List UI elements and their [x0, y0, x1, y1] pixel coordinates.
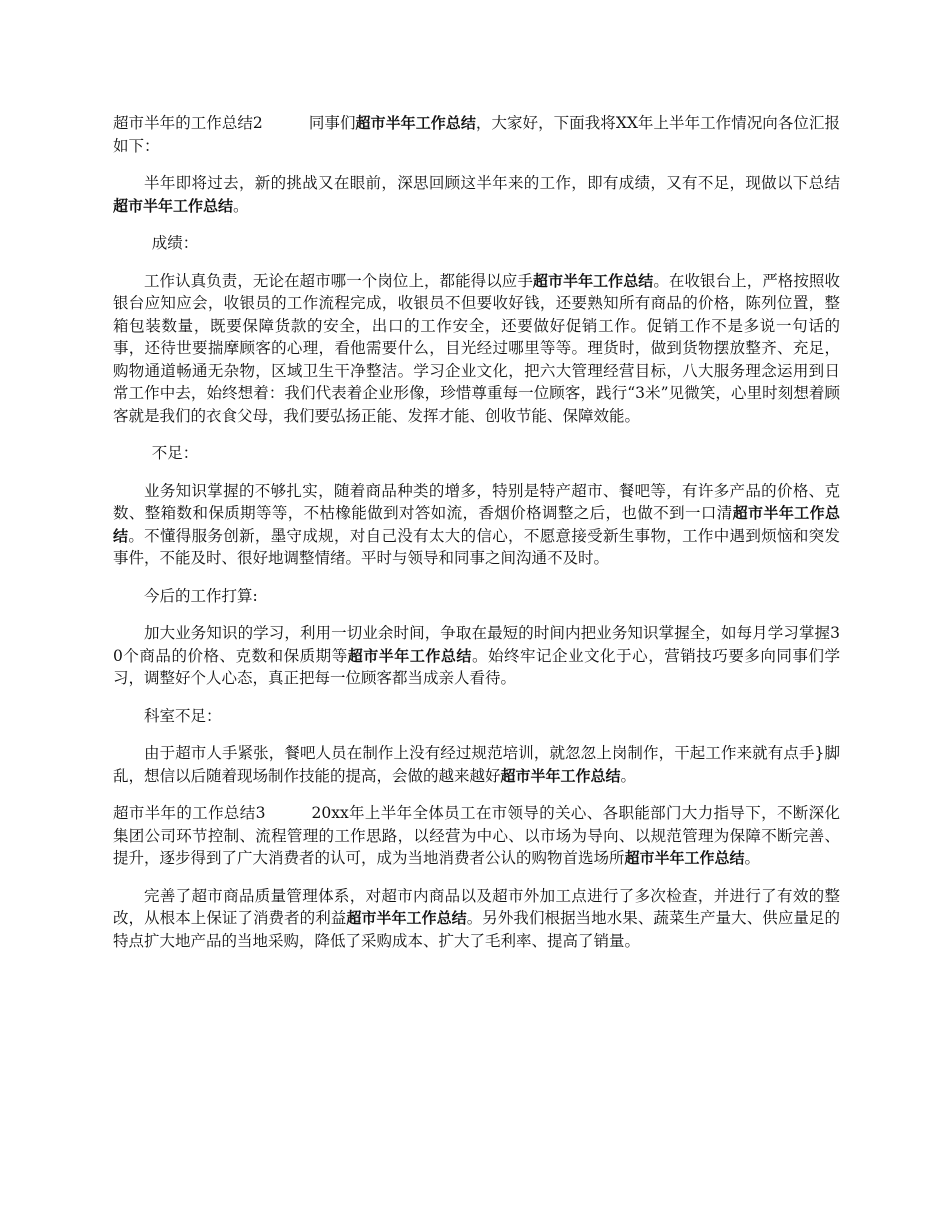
bold-keyword: 超市半年工作总结	[532, 271, 654, 290]
text-segment: ，大家好，下面我将XX年上半年工作情况向各位汇报如下：	[113, 114, 840, 155]
text-segment: 今后的工作打算:	[144, 586, 258, 605]
bold-keyword: 超市半年工作总结	[500, 766, 621, 785]
text-segment: 同事们	[308, 114, 356, 132]
paragraph	[113, 112, 840, 157]
paragraph	[113, 802, 840, 870]
text-segment: 。在收银台上，严格按照收银台应知应会，收银员的工作流程完成，收银员不但要收好钱，还要熟知所有商品的价格，陈列位置，整箱包装数量，既要保障货款的安全，出口的工作安全，还要做好促销工作。促销工作不是多说一句话的事，还待世要揣摩顾客的心理，看他需要什么，目光经过哪里等等。理货时，做到货物摆放整齐、充足，购物通道畅通无杂物，区域卫生干净整洁。学习企业文化，把六大管理经营目标，八大服务理念运用到日常工作中去，始终想着：我们代表着企业形像，珍惜尊重每一位顾客，践行“3米”见微笑，心里时刻想着顾客就是我们的衣食父母，我们要弘扬正能、发挥才能、创收节能、保障效能。	[113, 271, 840, 425]
text-segment: 加大业务知识的学习，利用一切业余时间，争取在最短的时间内把业务知识掌握全，如每月学习掌握30个商品的价格、克数和保质期等	[113, 624, 840, 665]
text-segment: 。	[744, 849, 761, 867]
paragraph	[113, 742, 840, 787]
bold-keyword: 超市半年工作总结	[347, 646, 472, 665]
text-segment: 不足：	[151, 444, 199, 462]
document-body	[113, 112, 840, 967]
text-segment: 。不懂得服务创新，墨守成规，对自己没有太大的信心，不愿意接受新生事物，工作中遇到烦恼和突发事件，不能及时、很好地调整情绪。平时与领导和同事之间沟通不及时。	[113, 526, 840, 567]
paragraph	[113, 442, 840, 465]
text-segment: 业务知识掌握的不够扎实，随着商品种类的增多，特别是特产超市、餐吧等，有许多产品的价格、克数、整箱数和保质期等等，不枯橡能做到对答如流，香烟价格调整之后，也做不到一口清	[113, 481, 840, 522]
text-segment: 20xx年上半年全体员工在市领导的关心、各职能部门大力指导下，不断深化集团公司环节控制、流程管理的工作思路，以经营为中心、以市场为导向、以规范管理为保障不断完善、提升，逐步得到了广大消费者的认可，成为当地消费者公认的购物首选场所	[113, 804, 840, 867]
text-segment: 成绩：	[151, 234, 199, 252]
text-segment: 超市半年的工作总结2	[113, 114, 263, 132]
bold-keyword: 超市半年工作总结	[355, 114, 476, 132]
bold-keyword: 超市半年工作总结	[113, 196, 234, 215]
paragraph	[113, 705, 840, 728]
paragraph	[113, 885, 840, 953]
text-segment: 。始终牢记企业文化于心，营销技巧要多向同事们学习，调整好个人心态，真正把每一位顾客都当成亲人看待。	[113, 646, 840, 687]
paragraph	[113, 270, 840, 428]
paragraph	[113, 585, 840, 608]
bold-keyword: 超市半年工作总结	[346, 909, 467, 927]
text-segment: 科室不足：	[144, 706, 222, 725]
bold-keyword: 超市半年工作总结	[113, 504, 840, 545]
text-segment: 。另外我们根据当地水果、蔬菜生产量大、供应量足的特点扩大地产品的当地采购，降低了采购成本、扩大了毛利率、提高了销量。	[113, 909, 840, 950]
text-segment: 半年即将过去，新的挑战又在眼前，深思回顾这半年来的工作，即有成绩，又有不足，现做以下总结	[144, 174, 840, 192]
text-segment: 完善了超市商品质量管理体系，对超市内商品以及超市外加工点进行了多次检查，并进行了有效的整改，从根本上保证了消费者的利益	[113, 886, 840, 927]
paragraph	[113, 622, 840, 690]
text-segment: 工作认真负责，无论在超市哪一个岗位上，都能得以应手	[144, 271, 533, 290]
paragraph	[113, 480, 840, 570]
paragraph	[113, 172, 840, 217]
bold-keyword: 超市半年工作总结	[624, 849, 745, 867]
text-segment: 超市半年的工作总结3	[113, 804, 266, 822]
text-segment: 。	[620, 766, 637, 785]
paragraph	[113, 232, 840, 255]
text-segment: 由于超市人手紧张，餐吧人员在制作上没有经过规范培训，就忽忽上岗制作，干起工作来就有点手}脚乱，想信以后随着现场制作技能的提高，会做的越来越好	[113, 744, 840, 785]
text-segment: 。	[233, 196, 249, 215]
